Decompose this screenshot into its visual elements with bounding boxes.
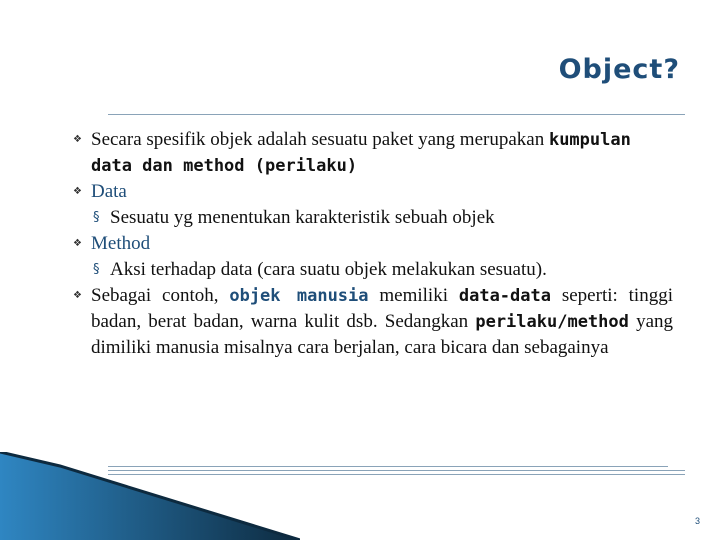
bullet-item bbox=[73, 179, 673, 205]
sub-bullet-item bbox=[73, 257, 673, 283]
title-divider bbox=[108, 114, 685, 115]
slide-title: Object? bbox=[558, 54, 680, 85]
sub-bullet-text: Sesuatu yg menentukan karakteristik sebuah objek bbox=[110, 207, 495, 228]
bullet-item bbox=[73, 283, 673, 361]
highlight-objek-manusia: objek manusia bbox=[229, 286, 369, 306]
dingbat-bullet-icon: ❖ bbox=[73, 290, 82, 301]
bullet-text: Sebagai contoh, bbox=[91, 285, 230, 306]
dingbat-bullet-icon: ❖ bbox=[73, 186, 82, 197]
dingbat-bullet-icon: ❖ bbox=[73, 134, 82, 145]
decorative-wedge bbox=[0, 452, 300, 540]
bullet-item bbox=[73, 127, 673, 179]
bullet-text: memiliki bbox=[368, 285, 459, 306]
sub-bullet-item bbox=[73, 205, 673, 231]
highlight-perilaku-method: perilaku/method bbox=[475, 312, 629, 332]
section-sign-icon: § bbox=[93, 262, 100, 277]
page-number: 3 bbox=[694, 516, 700, 526]
highlight-data-data: data-data bbox=[458, 286, 551, 306]
bullet-text: seperti: tinggi badan, berat badan, warna kulit dsb. Sedangkan bbox=[91, 285, 673, 332]
bullet-heading-method: Method bbox=[91, 233, 151, 254]
bullet-list bbox=[73, 127, 673, 361]
bullet-text: yang dimiliki manusia misalnya cara berjalan, cara bicara dan sebagainya bbox=[91, 311, 674, 358]
bullet-text-code: kumpulan data dan method (perilaku) bbox=[91, 130, 631, 176]
sub-bullet-text: Aksi terhadap data (cara suatu objek melakukan sesuatu). bbox=[110, 259, 547, 280]
dingbat-bullet-icon: ❖ bbox=[73, 238, 82, 249]
bullet-heading-data: Data bbox=[91, 181, 127, 202]
bullet-item bbox=[73, 231, 673, 257]
bullet-text: Secara spesifik objek adalah sesuatu paket yang merupakan bbox=[91, 129, 549, 150]
section-sign-icon: § bbox=[93, 210, 100, 225]
